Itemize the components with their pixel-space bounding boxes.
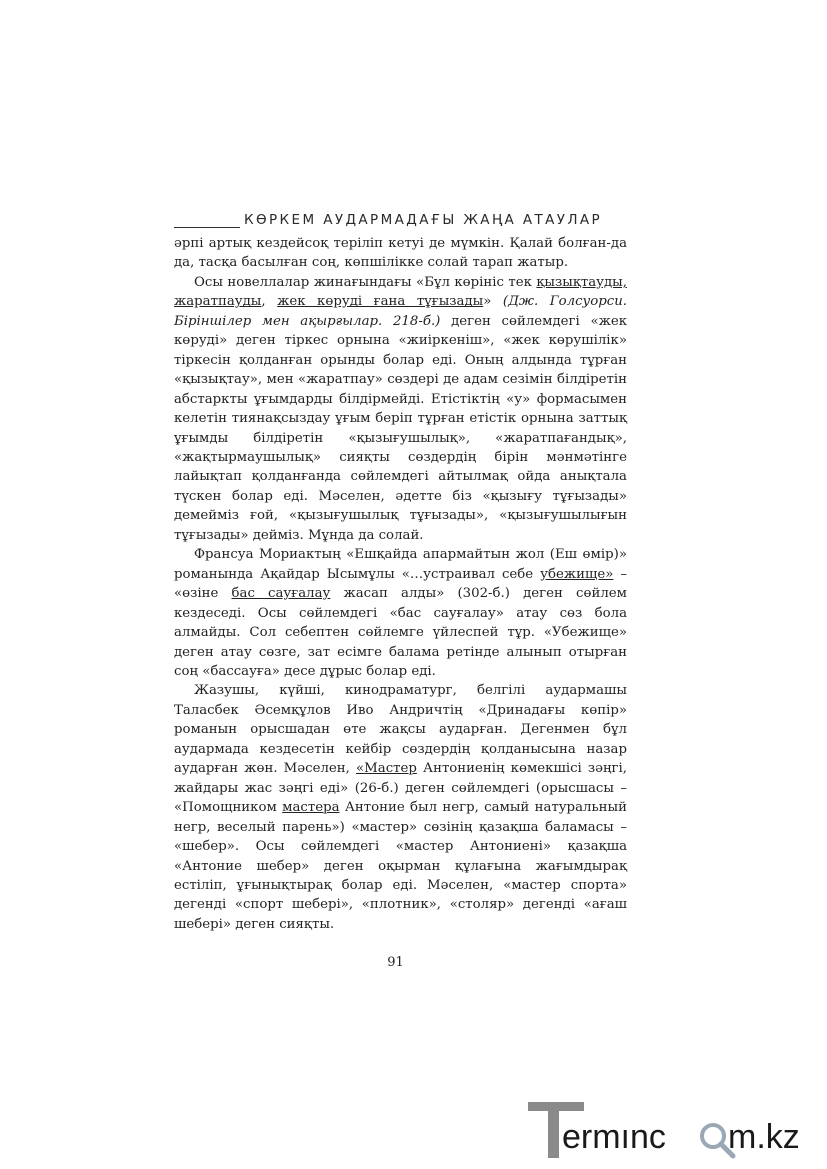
header-rule (174, 227, 240, 228)
paragraph-3-text-a: Франсуа Мориактың «Ешқайда апармайтын жол (Еш өмір)» романында Ақайдар Ысымұлы «…устраивал себе (174, 547, 627, 582)
paragraph-4 (174, 681, 627, 934)
paragraph-3-text-c: – «өзіне (174, 566, 627, 602)
paragraph-2-text-g: деген сөйлемдегі «жек көруді» деген тіркес орнына «жиіркеніш», «жек көрушілік» тіркесін қолданған орынды болар еді. Оның алдында тұрған «қызықтау», мен «жаратпау» сөздері де адам сезімін білдіретін абстаркты ұғымдарды білдірмейді. Етістіктің «у» формасымен келетін тиянақсыздау ұғым беріп тұрған етістік орнына заттық ұғымды білдіретін «қызығушылық», «жаратпағандық», «жақтырмаушылық» сияқты сөздердің бірін мәнмәтінге лайықтап қолданғанда сөйлемдегі айтылмақ ойда анықтала түскен болар еді. Мәселен, әдетте біз «қызығу тұғызады» демейміз ғой, «қызығушылық тұғызады», «қызығушылығын тұғызады» дейміз. Мұнда да солай. (174, 313, 628, 543)
page-number-text: 91 (387, 955, 404, 970)
underlined-phrase: убежище» (540, 566, 614, 582)
citation: (Дж. Голсуорси. Біріншілер мен ақырғылар. 218-б.) (174, 294, 627, 329)
termincom-logo-graphic (528, 1098, 818, 1160)
paragraph-3 (174, 545, 627, 681)
running-header-title: КӨРКЕМ АУДАРМАДАҒЫ ЖАҢА АТАУЛАР (244, 212, 603, 228)
underlined-phrase: қызықтауды, жаратпауды (174, 274, 627, 310)
paragraph-4-text-e: Антоние был негр, самый натуральный негр, веселый парень») «мастер» сөзінің қазақша баламасы – «шебер». Осы сөйлемдегі «мастер Антониені» қазақша «Антоние шебер» деген оқырман құлағына жағымдырақ естіліп, ұғынықтырақ болар еді. Мәселен, «мастер спорта» дегенді «спорт шебері», «плотник», «столяр» дегенді «ағаш шебері» деген сияқты. (174, 800, 627, 932)
paragraph-2-text-e: » (483, 294, 503, 310)
logo-text-right: m.kz (728, 1118, 800, 1156)
paragraph-4-text-a: Жазушы, күйші, кинодраматург, белгілі аудармашы Таласбек Әсемқұлов Иво Андричтің «Дринадағы көпір» романын орысшадан өте жақсы аударған. Дегенмен бұл аудармада кездесетін кейбір сөздердің қолданысына назар аударған жөн. Мәселен, (174, 683, 627, 777)
underlined-phrase: бас сауғалау (231, 586, 331, 602)
paragraph-1: әрпі артық кездейсоқ теріліп кетуі де мүмкін. Қалай болған-да да, тасқа басылған соң, көпшілікке солай тарап жатыр. (174, 236, 627, 271)
page-number (0, 955, 827, 970)
underlined-phrase: мастера (282, 800, 340, 816)
running-header (174, 208, 627, 232)
logo-text-left: ermınc (562, 1118, 666, 1156)
paragraph-2-text-c: , (261, 294, 278, 310)
termincom-logo (528, 1098, 818, 1160)
paragraph-2-text-a: Осы новеллалар жинағындағы «Бұл көрініс тек (194, 274, 537, 290)
logo-t-stem (548, 1102, 559, 1158)
paragraph-3-text-e: жасап алды» (302-б.) деген сөйлем кездеседі. Осы сөйлемдегі «бас сауғалау» атау сөз бола алмайды. Сол себептен сөйлемге үйлеспей тұр. «Убежище» деген атау сөзге, зат есімге балама ретінде алынып отырған соң «бассауға» десе дұрыс болар еді. (174, 586, 627, 679)
paragraph-2 (174, 273, 627, 545)
body-text (174, 234, 627, 934)
underlined-phrase: «Мастер (356, 761, 417, 777)
paragraph-4-text-c: Антониенің көмекшісі зәңгі, жайдары жас зәңгі еді» (26-б.) деген сөйлемдегі (орысшасы – «Помощником (174, 761, 628, 816)
underlined-phrase: жек көруді ғана тұғызады (277, 294, 484, 310)
